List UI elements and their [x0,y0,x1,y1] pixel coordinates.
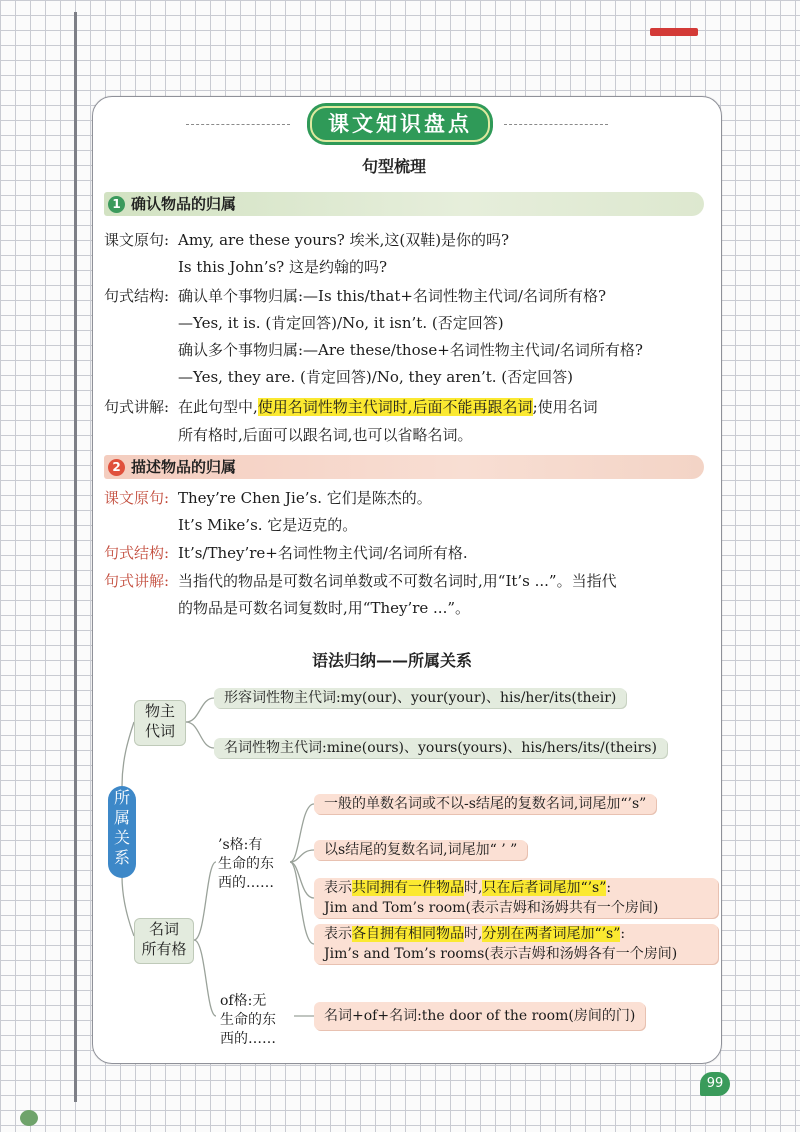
s1-highlight: 使用名词性物主代词时,后面不能再跟名词 [257,398,533,416]
s-rule-2: 以s结尾的复数名词,词尾加“ ’ ” [314,840,527,860]
s1-label-original: 课文原句: [104,231,170,249]
section2-title: 描述物品的归属 [131,458,237,476]
s1-explain2: 所有格时,后面可以跟名词,也可以省略名词。 [178,426,473,444]
s2-orig2: It’s Mike’s. 它是迈克的。 [178,516,358,534]
s1-struct4: —Yes, they are. (肯定回答)/No, they aren’t. (否定回答) [178,368,573,386]
section-subtitle: 句型梳理 [362,154,426,177]
s2-label-original: 课文原句: [104,489,170,507]
s1-struct2: —Yes, it is. (肯定回答)/No, it isn’t. (否定回答) [178,314,504,332]
s2-label-explain: 句式讲解: [104,572,170,590]
rule-adjective-pronoun: 形容词性物主代词:my(our)、your(your)、his/her/its(their) [214,688,626,708]
section1-number: 1 [108,196,125,213]
grammar-title: 语法归纳——所属关系 [312,648,472,671]
s1-label-structure: 句式结构: [104,287,170,305]
s2-label-structure: 句式结构: [104,544,170,562]
node-s-case: ’s格:有 生命的东 西的…… [218,837,274,891]
page-title: 课文知识盘点 [310,106,490,142]
node-of-case: of格:无 生命的东 西的…… [220,993,276,1047]
node-possessive-pronoun: 物主 代词 [134,700,186,746]
s1-orig1: Amy, are these yours? 埃米,这(双鞋)是你的吗? [178,231,510,249]
of-rule: 名词+of+名词:the door of the room(房间的门) [314,1002,645,1030]
mindmap-root: 所属关系 [108,786,136,878]
s2-explain1: 当指代的物品是可数名词单数或不可数名词时,用“It’s ...”。当指代 [178,572,617,590]
node-noun-possessive: 名词 所有格 [134,918,194,964]
stamp-logo-icon [20,1110,38,1126]
s-rule-3: 表示共同拥有一件物品时,只在后者词尾加“’s”: Jim and Tom’s room(表示吉姆和汤姆共有一个房间) [314,878,718,918]
section2-number: 2 [108,459,125,476]
rule-noun-pronoun: 名词性物主代词:mine(ours)、yours(yours)、his/hers/its/(theirs) [214,738,667,758]
s1-struct3: 确认多个事物归属:—Are these/those+名词性物主代词/名词所有格? [178,341,643,359]
s1-explain1: 在此句型中,使用名词性物主代词时,后面不能再跟名词;使用名词 [178,398,598,416]
s2-struct1: It’s/They’re+名词性物主代词/名词所有格. [178,544,468,562]
s2-orig1: They’re Chen Jie’s. 它们是陈杰的。 [178,489,432,507]
s1-orig2: Is this John’s? 这是约翰的吗? [178,258,388,276]
s-rule-1: 一般的单数名词或不以-s结尾的复数名词,词尾加“’s” [314,794,656,814]
s1-label-explain: 句式讲解: [104,398,170,416]
s-rule-4: 表示各自拥有相同物品时,分别在两者词尾加“’s”: Jim’s and Tom’s rooms(表示吉姆和汤姆各有一个房间) [314,924,718,964]
s2-explain2: 的物品是可数名词复数时,用“They’re ...”。 [178,599,471,617]
section1-title: 确认物品的归属 [131,195,237,213]
page-number: 99 [700,1072,730,1096]
s1-struct1: 确认单个事物归属:—Is this/that+名词性物主代词/名词所有格? [178,287,607,305]
